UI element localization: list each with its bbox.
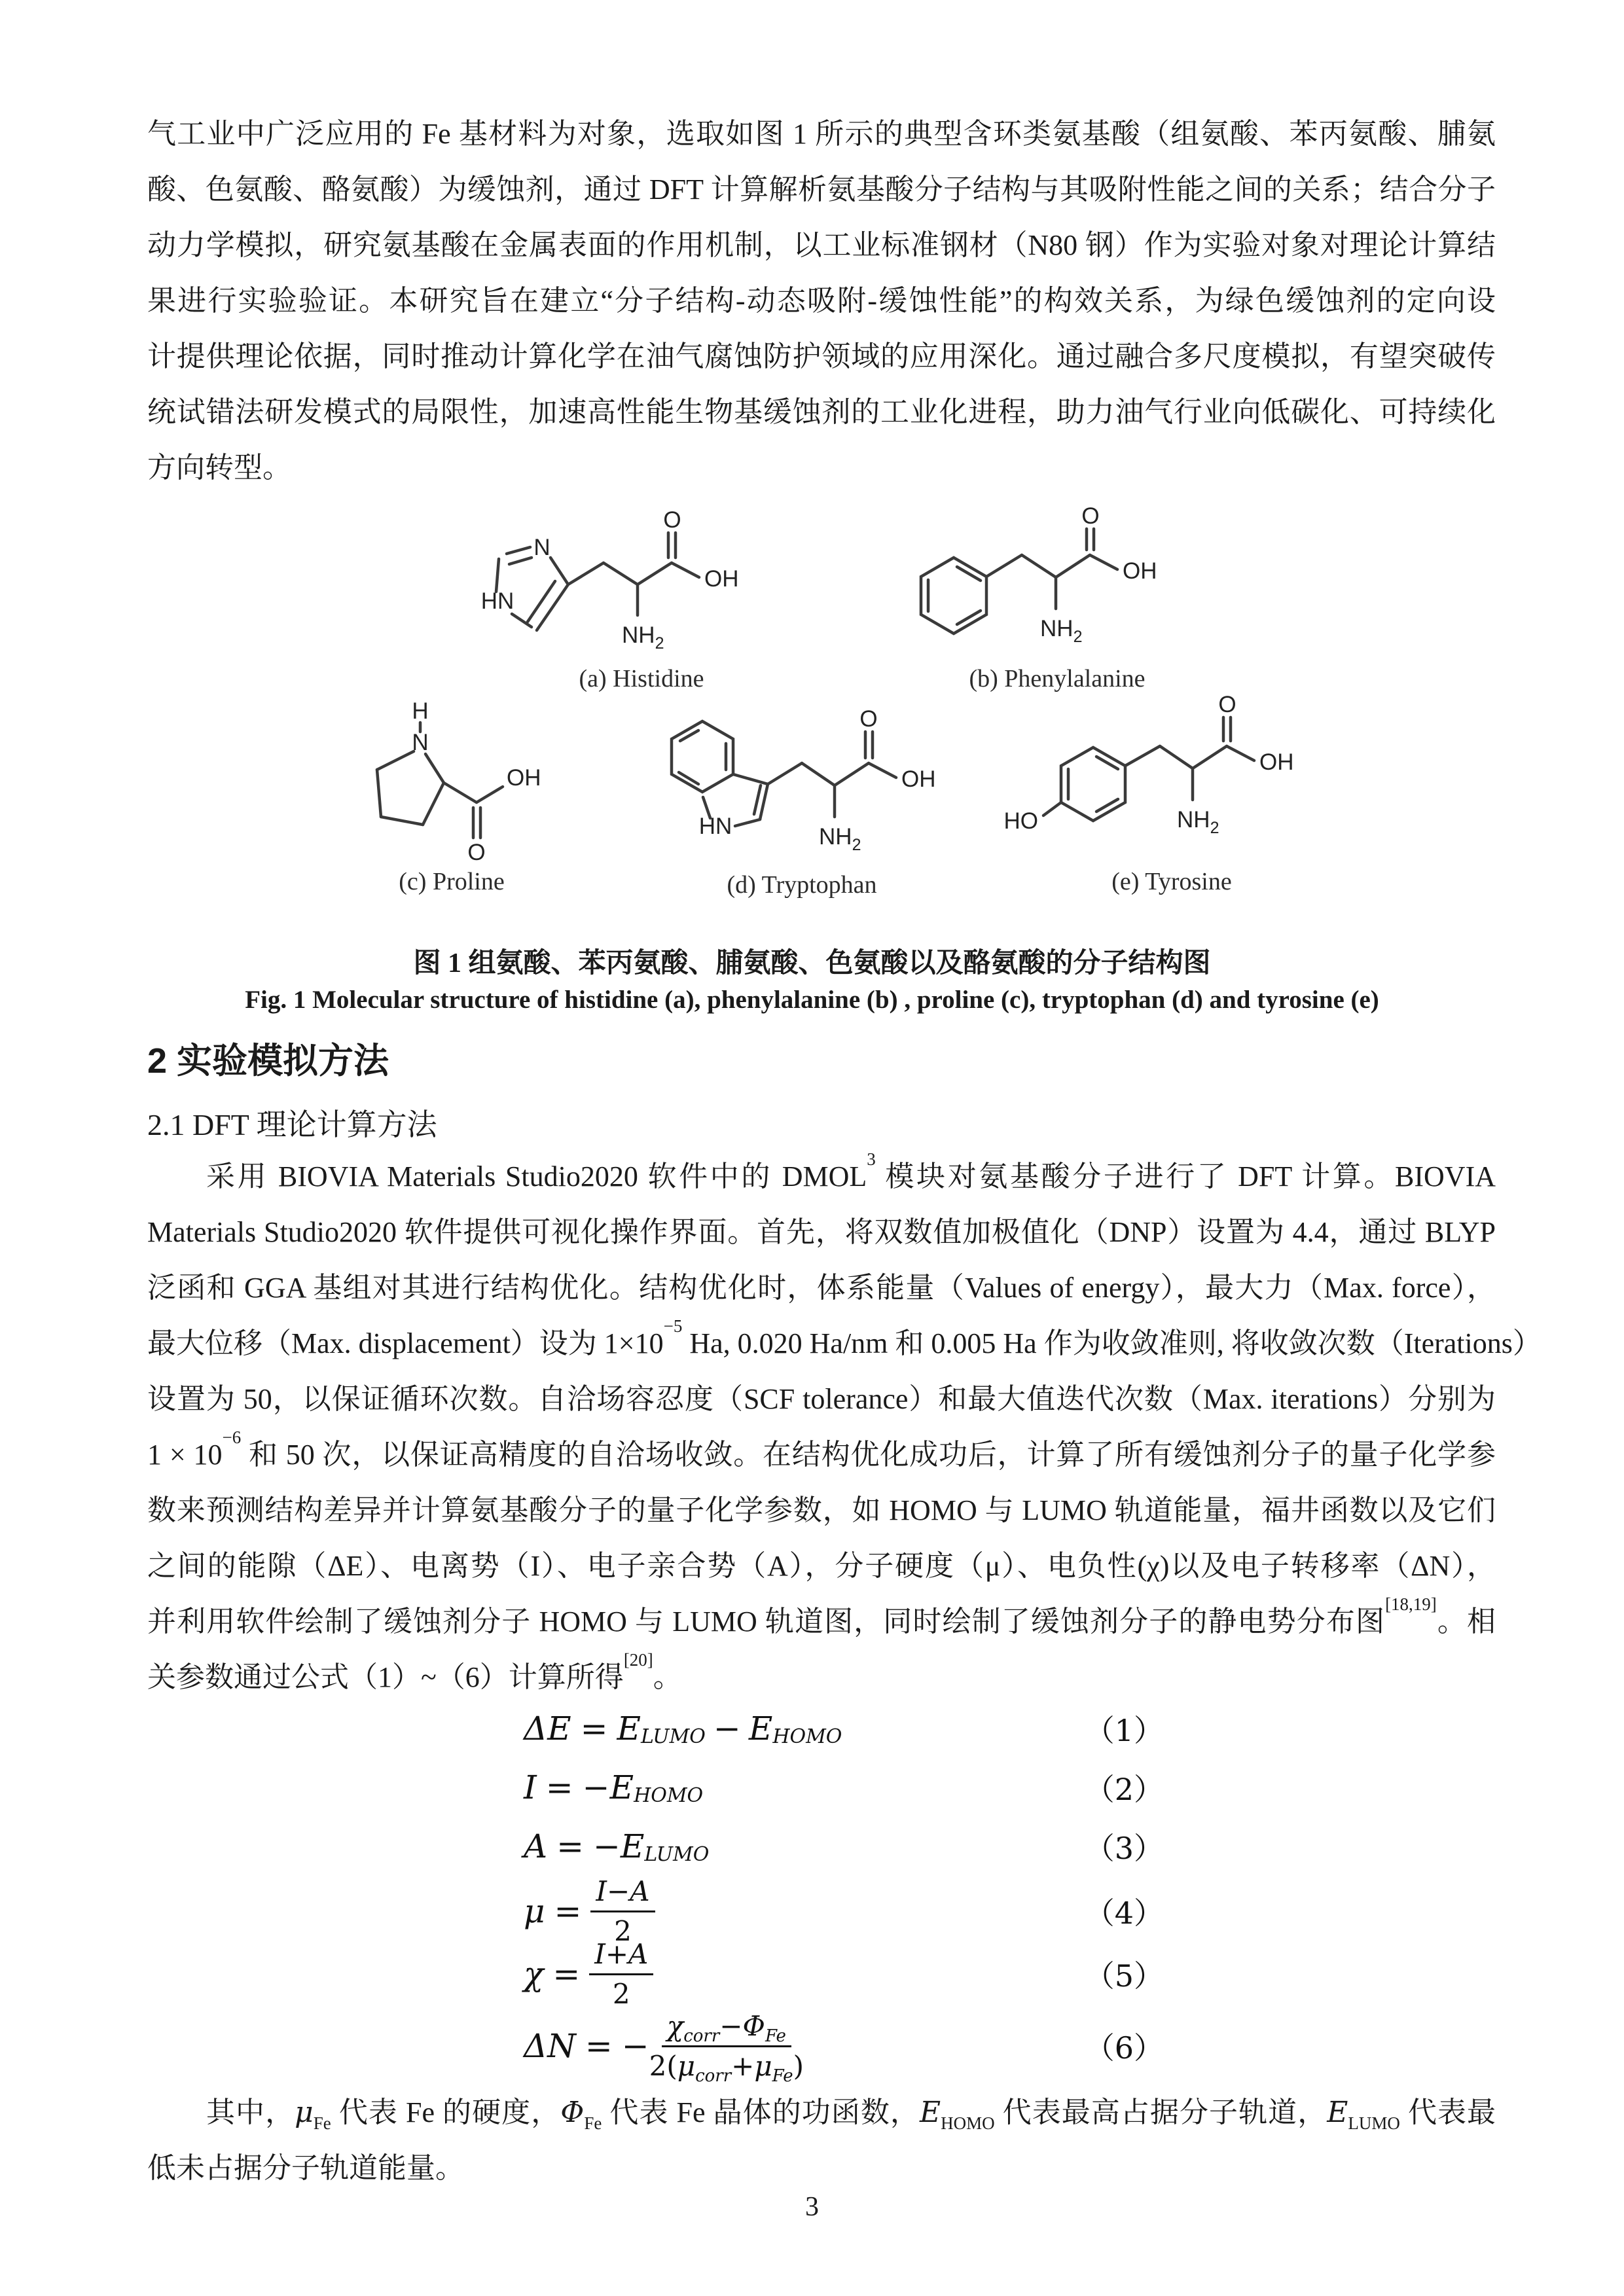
mu-fe-symbol: μ [295,2096,314,2129]
paragraph-1 [147,106,1496,495]
equation-4 [524,1876,1164,1946]
eq6-text: ) [793,2049,804,2082]
fraction-numerator [662,2011,791,2047]
hydroxyl-label: OH [901,766,936,792]
equation-number: （1） [1084,1713,1164,1748]
equals-sign: = [580,1710,608,1748]
text-run: 代表最高占据分子轨道， [994,2096,1327,2128]
equation-1-body: ΔE = E LUMO − E HOMO [524,1710,842,1748]
oxygen-label: O [1081,503,1100,529]
equation-number: （2） [1084,1772,1164,1807]
section-2-1-heading: 2.1 DFT 理论计算方法 [147,1108,437,1141]
text-run: 和 50 次，以保证高精度的自洽场收敛。在结构优化成功后，计算了所有缓蚀剂分子的量子化学参 [241,1439,1496,1471]
amine-label [1177,807,1219,837]
minus-sign: − [593,1827,621,1865]
amine-sub2: 2 [1073,628,1083,646]
p1-line: 果进行实验验证。本研究旨在建立“分子结构-动态吸附-缓蚀性能”的构效关系，为绿色缓蚀剂的定向设 [147,285,1496,317]
p1-line: 统试错法研发模式的局限性，加速高性能生物基缓蚀剂的工业化进程，助力油气行业向低碳化、可持续化 [147,396,1496,428]
figure-molecule-proline [321,699,583,895]
text-run: 代表最 [1399,2096,1496,2128]
text-run: Ha, 0.020 Ha/nm 和 0.005 Ha 作为收敛准则, 将收敛次数（Iterations） [682,1327,1542,1359]
paragraph-2 [147,1149,1542,1705]
equation-5 [524,1939,1164,2009]
p2-line: Materials Studio2020 软件提供可视化操作界面。首先，将双数值加极值化（DNP）设置为 4.4，通过 BLYP [147,1216,1496,1248]
nitrogen-label: N [533,535,550,560]
minus-sign: − [621,2027,649,2065]
tyrosine-structure [995,692,1348,866]
equation-2 [524,1766,1164,1809]
figure-molecule-histidine [458,509,825,692]
eq6-sub: corr [683,2026,720,2047]
equation-2-body: I = − E HOMO [524,1768,704,1807]
equals-sign: = [585,2027,613,2065]
text-run: 1 × 10 [147,1439,223,1471]
page-number: 3 [805,2192,819,2222]
oxygen-label: O [467,840,486,865]
amine-label [819,824,861,854]
amine-label [1040,616,1082,646]
equation-6-body [524,2010,804,2086]
e-lumo-sub: LUMO [1348,2113,1400,2133]
superscript-exp: −6 [222,1427,242,1448]
p1-line: 计提供理论依据，同时推动计算化学在油气腐蚀防护领域的应用深化。通过融合多尺度模拟，有望突破传 [147,340,1496,372]
paragraph-3 [147,2085,1496,2196]
histidine-structure [458,509,825,663]
fraction-denominator: 2 [612,1977,630,2010]
minus-sign: − [713,1710,741,1748]
p2-line: 数来预测结构差异并计算氨基酸分子的量子化学参数，如 HOMO 与 LUMO 轨道能量，福井函数以及它们 [147,1494,1496,1526]
oxygen-label: O [663,507,681,533]
phenylalanine-structure [880,503,1234,663]
plus-sign: + [605,1938,629,1971]
molecule-label-b: (b) Phenylalanine [969,665,1146,692]
equation-number: （6） [1084,2030,1164,2066]
fraction-numerator [590,1876,655,1912]
equation-5-body [524,1939,653,2009]
equals-sign: = [545,1768,573,1806]
amine-sub2: 2 [1210,819,1219,837]
amine-nh: NH [1040,616,1074,641]
eq6-var: χ [666,2010,684,2043]
molecule-label-a: (a) Histidine [579,665,704,692]
p3-line: 低未占据分子轨道能量。 [147,2152,464,2184]
eq4-var: A [630,1875,650,1908]
text-run: 其中， [206,2096,295,2128]
text-run: 模块对氨基酸分子进行了 DFT 计算。BIOVIA [875,1160,1496,1193]
fraction [649,2010,804,2086]
fraction-denominator: 2 [614,1914,632,1947]
fraction [590,1876,655,1946]
e-lumo-symbol: E [1327,2096,1348,2129]
hydroxyl-label: OH [1259,749,1294,775]
text-run: 并利用软件绘制了缓蚀剂分子 HOMO 与 LUMO 轨道图，同时绘制了缓蚀剂分子的静电势分布图 [147,1605,1386,1638]
p2-line: 设置为 50，以保证循环次数。自洽场容忍度（SCF tolerance）和最大值迭代次数（Max. iterations）分别为 [147,1383,1496,1415]
p1-line: 方向转型。 [147,452,291,484]
text-run: 最大位移（Max. displacement）设为 1×10 [147,1327,664,1359]
tryptophan-structure [632,692,972,869]
amine-nh: NH [622,622,655,648]
hydrogen-label: H [412,698,429,724]
figure-molecule-phenylalanine [880,503,1234,692]
mu-fe-sub: Fe [313,2113,331,2133]
eq3-var: E [620,1827,645,1865]
eq6-sub: corr [695,2066,732,2086]
fraction-denominator [649,2047,804,2086]
text-run: 采用 BIOVIA Materials Studio2020 软件中的 DMOL [206,1160,867,1193]
p2-line [147,1649,1496,1705]
equation-3 [524,1825,1164,1868]
equation-number: （3） [1084,1831,1164,1866]
equation-4-body [524,1876,655,1946]
figure1-caption-en: Fig. 1 Molecular structure of histidine (a), phenylalanine (b) , proline (c), tryptophan (d) and tyrosine (e) [245,986,1379,1014]
text-run: 关参数通过公式（1）~（6）计算所得 [147,1661,624,1693]
figure1-caption-zh: 图 1 组氨酸、苯丙氨酸、脯氨酸、色氨酸以及酪氨酸的分子结构图 [413,948,1211,978]
text-run: 。 [653,1661,682,1693]
p2-line [147,1594,1496,1649]
hydroxyl-label: OH [1123,558,1157,584]
equation-3-body: A = − E LUMO [524,1827,710,1866]
eq6-lhs: ΔN [524,2027,576,2065]
citation-ref: [18,19] [1385,1594,1437,1615]
text-run: 。相 [1436,1605,1496,1638]
molecule-label-d: (d) Tryptophan [727,871,877,899]
p1-line: 气工业中广泛应用的 Fe 基材料为对象，选取如图 1 所示的典型含环类氨基酸（组氨酸、苯丙氨酸、脯氨 [147,118,1496,150]
eq1-var: E [617,1710,641,1748]
p3-line [147,2085,1496,2140]
eq5-lhs: χ [524,1955,544,1993]
amine-sub2: 2 [852,836,861,854]
eq5-var: I [594,1938,605,1971]
oxygen-label: O [859,706,878,732]
eq6-sub: Fe [772,2066,793,2086]
proline-structure [321,699,583,866]
minus-sign: − [607,1875,630,1908]
eq3-lhs: A [524,1827,548,1865]
equation-number: （4） [1084,1895,1164,1931]
nh-label: HN [480,588,514,614]
p2-line: 之间的能隙（ΔE）、电离势（I）、电子亲合势（A），分子硬度（μ）、电负性(χ)以及电子转移率（ΔN）， [147,1550,1496,1582]
hydroxyl-label: OH [704,566,739,592]
superscript-3: 3 [867,1149,876,1170]
phi-fe-symbol: Φ [560,2096,585,2129]
amine-sub2: 2 [655,634,664,653]
eq6-var: Φ [742,2010,765,2043]
p2-line [147,1427,1496,1482]
equation-1 [524,1707,1164,1750]
equals-sign: = [554,1892,582,1930]
eq6-var: μ [754,2049,772,2082]
eq5-var: A [628,1938,649,1971]
eq6-sub: Fe [765,2026,786,2047]
oxygen-label: O [1218,692,1236,717]
fraction-numerator [589,1939,653,1975]
nitrogen-label: N [412,730,429,755]
equals-sign: = [552,1955,581,1993]
eq2-var: E [609,1768,634,1806]
eq1-lhs: ΔE [524,1710,571,1748]
equals-sign: = [556,1827,585,1865]
equation-number: （5） [1084,1958,1164,1994]
hydroxyl-label: OH [507,765,541,791]
section-2-heading: 2 实验模拟方法 [147,1041,389,1081]
p2-line: 泛函和 GGA 基组对其进行结构优化。结构优化时，体系能量（Values of energy），最大力（Max. force）， [147,1272,1496,1304]
figure-molecule-tyrosine [995,692,1348,895]
phi-fe-sub: Fe [584,2113,602,2133]
ho-label: HO [1003,808,1038,834]
eq4-var: I [596,1875,607,1908]
eq6-text: 2( [649,2049,677,2082]
eq2-lhs: I [524,1768,537,1806]
p2-line [147,1149,1496,1204]
minus-sign: − [582,1768,610,1806]
minus-sign: − [719,2010,743,2043]
figure-molecule-tryptophan [632,692,972,898]
eq6-var: μ [677,2049,696,2082]
p1-line: 酸、色氨酸、酪氨酸）为缓蚀剂，通过 DFT 计算解析氨基酸分子结构与其吸附性能之间的关系；结合分子 [147,173,1496,206]
p1-line: 动力学模拟，研究氨基酸在金属表面的作用机制，以工业标准钢材（N80 钢）作为实验对象对理论计算结 [147,229,1496,261]
text-run: 代表 Fe 晶体的功函数， [602,2096,920,2128]
amine-label [622,622,664,653]
equation-6 [524,2007,1164,2085]
eq4-lhs: μ [524,1892,545,1930]
molecule-label-c: (c) Proline [399,868,505,895]
plus-sign: + [731,2049,755,2082]
molecule-label-e: (e) Tyrosine [1111,868,1232,895]
citation-ref: [20] [623,1650,653,1670]
amine-nh: NH [1177,807,1210,833]
p2-line [147,1316,1542,1371]
amine-nh: NH [819,824,852,850]
fraction [589,1939,653,2009]
nh-label: HN [698,814,732,839]
text-run: 代表 Fe 的硬度， [331,2096,561,2128]
e-homo-symbol: E [919,2096,941,2129]
superscript-exp: −5 [663,1316,683,1336]
eq1-var: E [748,1710,773,1748]
e-homo-sub: HOMO [941,2113,995,2133]
